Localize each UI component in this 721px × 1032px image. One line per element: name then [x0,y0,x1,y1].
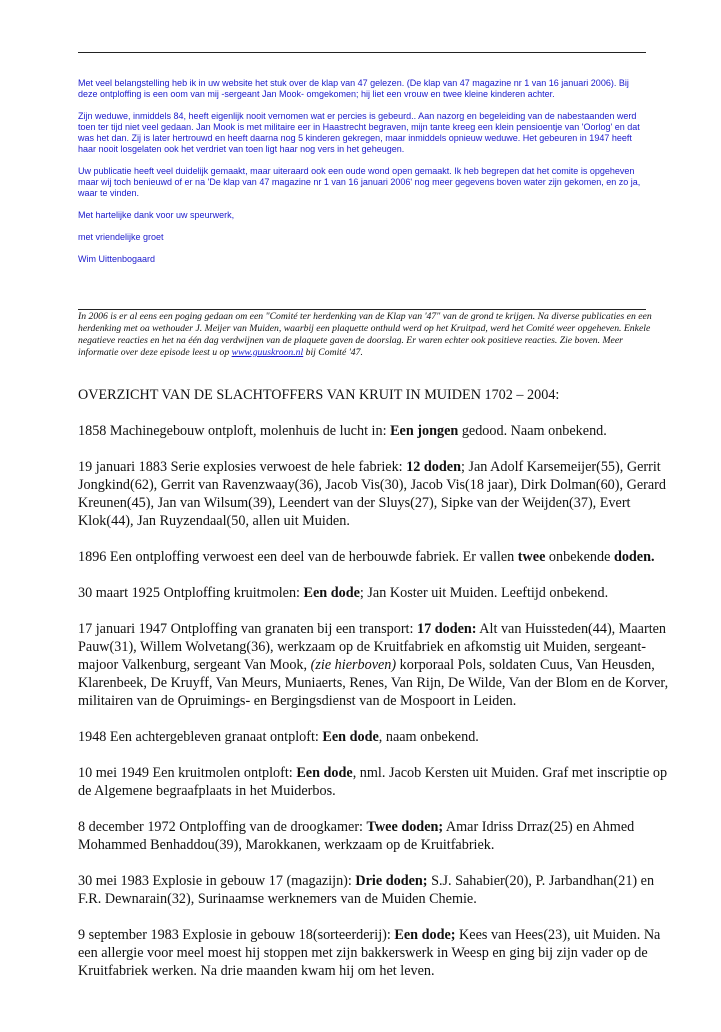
entry-1983-september [78,926,678,980]
entry-1947 [78,620,678,710]
entry-deaths: Een jongen [390,423,459,439]
letter-greeting: met vriendelijke groet [78,232,164,242]
entry-deaths: 17 doden: [416,621,477,637]
entry-text: 30 mei 1983 Explosie in gebouw 17 (magazijn): [78,873,356,889]
note-text-end: bij Comité '47. [303,347,363,358]
entry-text: 30 maart 1925 Ontploffing kruitmolen: [78,585,304,601]
entry-1896 [78,548,678,566]
letter-paragraph-2: Zijn weduwe, inmiddels 84, heeft eigenlijk nooit vernomen wat er percies is gebeurd.. Aan nazorg en begeleiding van de nabestaanden werd toen ter tijd niet veel gedaan. Jan Mook is met militaire eer in Haastrecht begraven, mijn tante kreeg een klein pensioentje van 'Oorlog' en dat was het dan. Zij is later hertrouwd en heeft daarna nog 5 kinderen gekregen, maar inmiddels opnieuw weduwe. Het gebeuren in 1947 heeft haar nooit losgelaten ook het verdriet van toen ligt haar nog vers in het geheugen. [78,111,640,154]
victims-overview [78,386,678,998]
entry-deaths: Een dode [303,585,360,601]
guuskroon-link[interactable]: www.guuskroon.nl [231,347,304,358]
entry-text: 1858 Machinegebouw ontploft, molenhuis de lucht in: [78,423,391,439]
entry-1948 [78,728,678,746]
entry-deaths: twee [517,549,546,565]
entry-text: 1948 Een achtergebleven granaat ontploft: [78,729,323,745]
entry-text: ; Jan Koster uit Muiden. Leeftijd onbekend. [359,585,609,601]
entry-text: 9 september 1983 Explosie in gebouw 18(sorteerderij): [78,927,395,943]
entry-reference: (zie hierboven) [310,657,397,673]
comite-note [78,311,663,359]
letter-paragraph-1: Met veel belangstelling heb ik in uw website het stuk over de klap van 47 gelezen. (De klap van 47 magazine nr 1 van 16 januari 2006). Bij deze ontploffing is een oom van mij -sergeant Jan Mook- omgekomen; hij liet een vrouw en twee kleine kinderen achter. [78,78,629,99]
entry-text: gedood. Naam onbekend. [458,423,607,439]
entry-1858 [78,422,678,440]
entry-text: , naam onbekend. [378,729,479,745]
entry-1883 [78,458,678,530]
entry-text: onbekende [545,549,614,565]
entry-text: 10 mei 1949 Een kruitmolen ontploft: [78,765,297,781]
entry-deaths: Een dode [296,765,353,781]
entry-1983-may [78,872,678,908]
entry-1949 [78,764,678,800]
entry-text: Alt van Huissteden(44), Maarten Pauw(31), Willem Wolvetang(36), werkzaam op de Kruitfabriek en afkomstig uit Muiden, sergeant-majoor Valkenburg, sergeant Van Mook, [78,621,667,673]
letter-paragraph-3: Uw publicatie heeft veel duidelijk gemaakt, maar uiteraard ook een oude wond open gemaakt. Ik heb begrepen dat het comite is opgeheven maar wij toch benieuwd of er na 'De klap van 47 magazine nr 1 van 16 januari 2006' nog meer gegevens boven water zijn gekomen, en zo ja, waar te vinden. [78,166,641,198]
entry-text: ; Jan Adolf Karsemeijer(55), Gerrit Jongkind(62), Gerrit van Ravenzwaay(36), Jacob Vis(30), Jacob Vis(18 jaar), Dirk Dolman(60), Gerard Kreunen(45), Jan van Wilsum(39), Leendert van der Sluys(27), Sipke van der Weijden(37), Evert Klok(44), Jan Ruyzendaal(50, allen uit Muiden. [78,459,666,529]
entry-deaths: 12 doden [406,459,461,475]
entry-text: , nml. Jacob Kersten uit Muiden. Graf met inscriptie op de Algemene begraafplaats in het Muiderbos. [78,765,668,799]
entry-1972 [78,818,678,854]
entry-deaths: doden. [613,549,655,565]
entry-text: Kees van Hees(23), uit Muiden. Na een allergie voor meel moest hij stoppen met zijn bakkerswerk in Weesp en ging bij zijn vader op de Kruitfabriek werken. Na drie maanden kwam hij om het leven. [78,927,661,979]
entry-text: Amar Idriss Drraz(25) en Ahmed Mohammed Benhaddou(39), Marokkanen, werkzaam op de Kruitfabriek. [78,819,635,853]
note-text: In 2006 is er al eens een poging gedaan om een "Comité ter herdenking van de Klap van '47" van de grond te krijgen. Na diverse publicaties en een herdenking met oa wethouder J. Meijer van Muiden, waarbij een plaquette onthuld werd op het Kruitpad, werd het Comité weer opgeheven. Enkele negatieve reacties en het na één dag verdwijnen van de plaquete gaven de doorslag. Er waren echter ook positieve reacties. Zie boven. Meer informatie over deze episode leest u op [78,311,652,358]
entry-text: 1896 Een ontploffing verwoest een deel van de herbouwde fabriek. Er vallen [78,549,518,565]
overview-heading: OVERZICHT VAN DE SLACHTOFFERS VAN KRUIT IN MUIDEN 1702 – 2004: [78,387,560,403]
entry-text: 19 januari 1883 Serie explosies verwoest de hele fabriek: [78,459,407,475]
entry-deaths: Een dode; [394,927,456,943]
entry-text: korporaal Pols, soldaten Cuus, Van Heusden, Klarenbeek, De Kruyff, Van Meurs, Muniaerts, Renes, Van Rijn, De Wilde, Van der Blom en de Korver, militairen van de Opruimings- en Bergingsdienst van de Mospoort in Leiden. [78,657,669,709]
entry-text: 8 december 1972 Ontploffing van de droogkamer: [78,819,367,835]
letter-closing: Met hartelijke dank voor uw speurwerk, [78,210,235,220]
entry-deaths: Drie doden; [355,873,428,889]
letter-section [78,78,648,276]
entry-1925 [78,584,678,602]
entry-text: S.J. Sahabier(20), P. Jarbandhan(21) en F.R. Dewnarain(32), Surinaamse werknemers van de Muiden Chemie. [78,873,655,907]
note-rule [78,309,646,310]
letter-signature: Wim Uittenbogaard [78,254,156,264]
entry-deaths: Een dode [322,729,379,745]
entry-deaths: Twee doden; [366,819,444,835]
top-rule [78,52,646,53]
entry-text: 17 januari 1947 Ontploffing van granaten bij een transport: [78,621,417,637]
